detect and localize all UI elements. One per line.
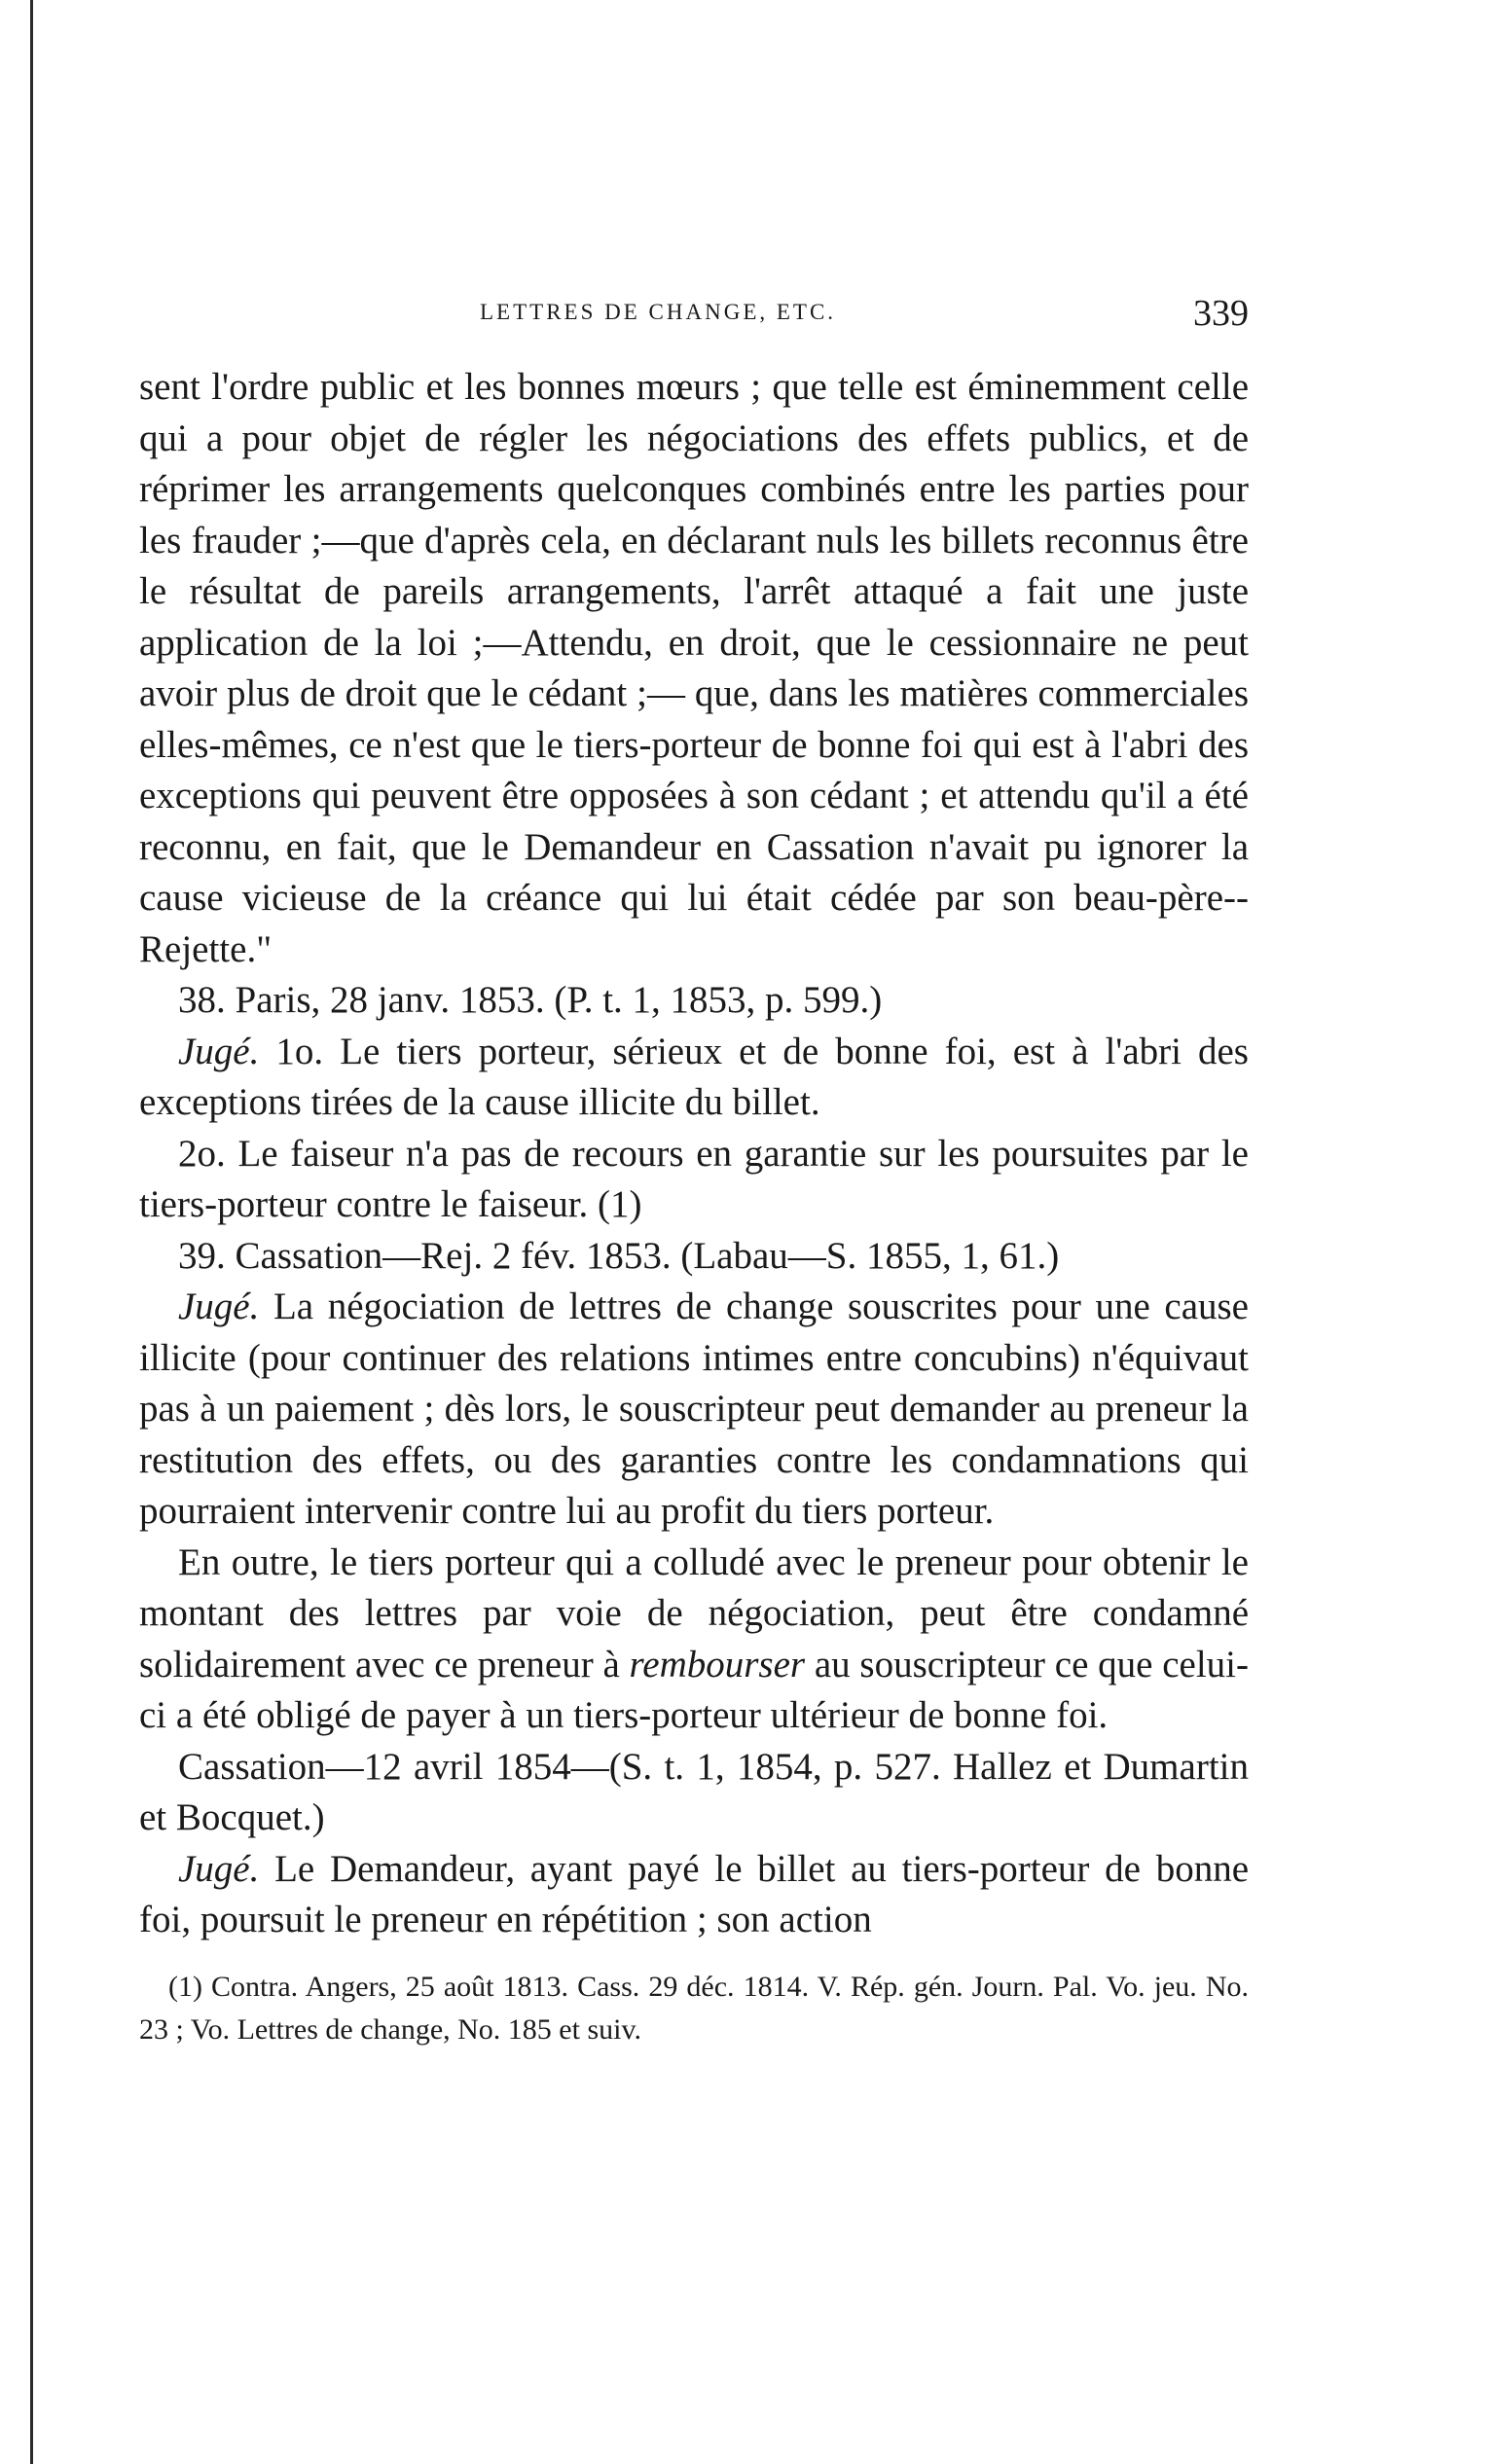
text-segment: au souscripteur ce que celui-ci a été obligé de payer à un tiers-porteur ultérieur de bonne foi. — [139, 1643, 1250, 1736]
page-header — [139, 292, 1249, 350]
paragraph-case-38: 38. Paris, 28 janv. 1853. (P. t. 1, 1853, p. 599.) — [178, 979, 883, 1021]
paragraph-judged-2o: 2o. Le faiseur n'a pas de recours en garantie sur les poursuites par le tiers-porteur contre le faiseur. (1) — [139, 1132, 1249, 1225]
text-segment: En outre, le tiers porteur qui a colludé avec le preneur pour obtenir le montant des lettres par voie de négociation, peut être condamné solidairement avec ce preneur à — [139, 1540, 1249, 1685]
italic-word: rembourser — [629, 1643, 806, 1685]
binding-margin-line — [30, 0, 33, 2464]
juge-text: Le Demandeur, ayant payé le billet au tiers-porteur de bonne foi, poursuit le preneur en répétition ; son action — [139, 1847, 1249, 1940]
running-title: LETTRES DE CHANGE, ETC. — [480, 300, 837, 324]
paragraph-cassation-1854: Cassation—12 avril 1854—(S. t. 1, 1854, p. 527. Hallez et Dumartin et Bocquet.) — [139, 1745, 1249, 1838]
paragraph-judgment-continuation: sent l'ordre public et les bonnes mœurs ; que telle est éminemment celle qui a pour objet de régler les négociations des effets publics, et de réprimer les arrangements quelconques combinés entre les parties pour les frauder ;—que d'après cela, en déclarant nuls les billets reconnus être le résultat de pareils arrangements, l'arrêt attaqué a fait une juste application de la loi ;—Attendu, en droit, que le cessionnaire ne peut avoir plus de droit que le cédant ;— que, dans les matières commerciales elles-mêmes, ce n'est que le tiers-porteur de bonne foi qui est à l'abri des exceptions qui peuvent être opposées à son cédant ; et attendu qu'il a été reconnu, en fait, que le Demandeur en Cassation n'avait pu ignorer la cause vicieuse de la créance qui lui était cédée par son beau-père-- Rejette." — [139, 366, 1249, 970]
paragraph-case-39: 39. Cassation—Rej. 2 fév. 1853. (Labau—S. 1855, 1, 61.) — [178, 1234, 1060, 1277]
juge-text: 1o. Le tiers porteur, sérieux et de bonne foi, est à l'abri des exceptions tirées de la cause illicite du billet. — [139, 1030, 1249, 1123]
juge-text: La négociation de lettres de change souscrites pour une cause illicite (pour continuer des relations intimes entre concubins) n'équivaut pas à un paiement ; dès lors, le souscripteur peut demander au preneur la restitution des effets, ou des garanties contre les condamnations qui pourraient intervenir contre lui au profit du tiers porteur. — [139, 1286, 1249, 1532]
page-number: 339 — [1193, 293, 1249, 334]
paragraph-judged-negotiation — [139, 1282, 1249, 1538]
footnotes — [139, 1966, 1249, 2051]
juge-label: Jugé. — [178, 1847, 260, 1890]
juge-label: Jugé. — [178, 1286, 260, 1327]
footnote-1: (1) Contra. Angers, 25 août 1813. Cass. 29 déc. 1814. V. Rép. gén. Journ. Pal. Vo. jeu. No. 23 ; Vo. Lettres de change, No. 185 et suiv. — [139, 1970, 1249, 2046]
book-page — [139, 292, 1249, 2051]
body-text — [139, 362, 1249, 1946]
paragraph-judged-demandeur — [139, 1844, 1249, 1946]
paragraph-judged-1o — [139, 1027, 1249, 1129]
paragraph-en-outre — [139, 1538, 1249, 1742]
juge-label: Jugé. — [178, 1030, 260, 1072]
